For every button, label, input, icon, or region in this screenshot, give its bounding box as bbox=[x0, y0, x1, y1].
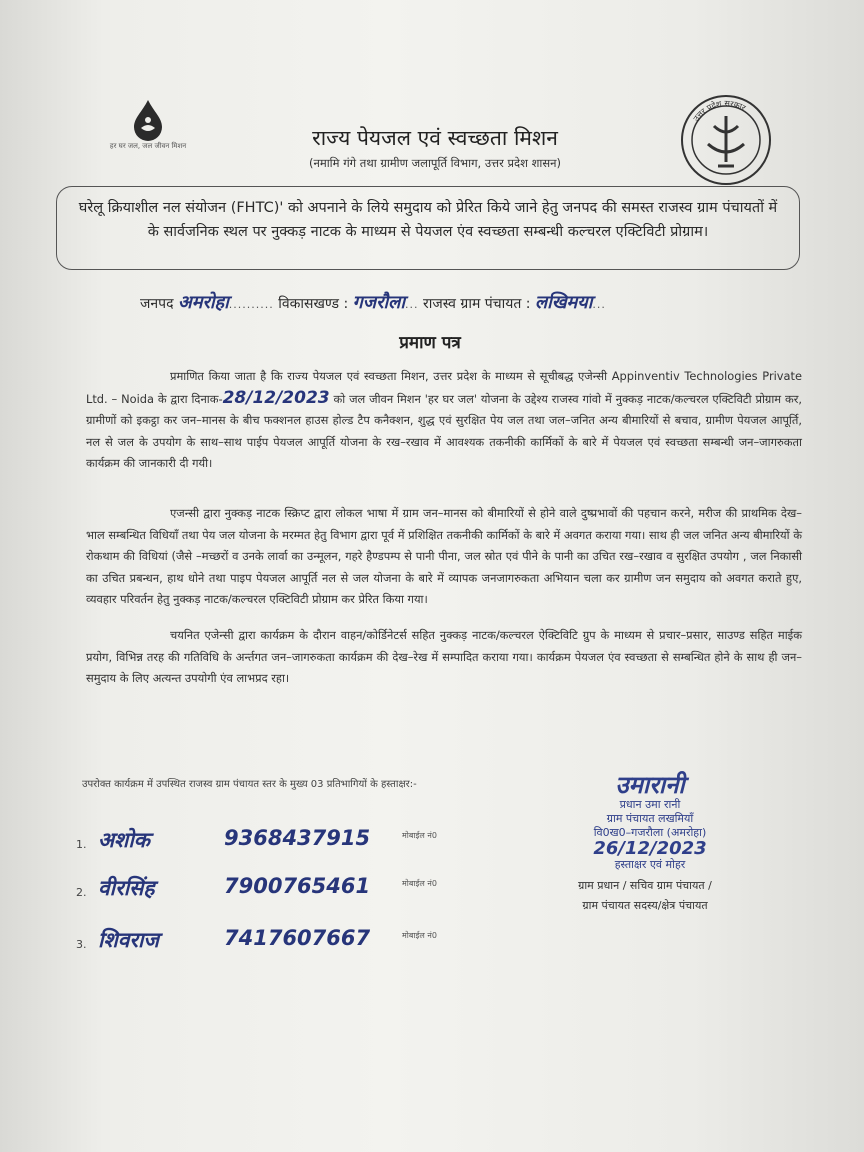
mobile-label: मोबाईल नं0 bbox=[402, 831, 437, 840]
up-government-seal-icon bbox=[678, 92, 774, 188]
subject-text: घरेलू क्रियाशील नल संयोजन (FHTC)' को अपनाने के लिये समुदाय को प्रेरित किये जाने हेतु जनपद की समस्त राजस्व ग्राम पंचायतों में के सार्वजनिक स्थल पर नुक्कड़ नाटक के माध्यम से पेयजल एंव स्वच्छता सम्बन्धी कल्चरल एक्टिविटी प्रोग्राम। bbox=[78, 200, 778, 240]
logo-tagline: हर घर जल, जल जीवन मिशन bbox=[109, 142, 187, 150]
pradhan-stamp bbox=[560, 772, 740, 872]
participant-name: अशोक bbox=[98, 828, 150, 852]
jal-jeevan-mission-logo bbox=[108, 98, 188, 151]
water-drop-icon bbox=[128, 98, 168, 142]
location-fields: जनपद अमरोहा.......... विकासखण्ड : गजरौला... राजस्व ग्राम पंचायत : लखिमया... bbox=[140, 292, 606, 313]
participant-row bbox=[76, 826, 516, 858]
participant-row bbox=[76, 926, 516, 958]
participant-name: वीरसिंह bbox=[98, 876, 155, 900]
participant-name: शिवराज bbox=[98, 928, 160, 952]
mobile-label: मोबाईल नं0 bbox=[402, 931, 437, 940]
signatory-line: ग्राम पंचायत सदस्य/क्षेत्र पंचायत bbox=[582, 899, 708, 912]
program-date: 28/12/2023 bbox=[222, 387, 330, 408]
signatory-line: ग्राम प्रधान / सचिव ग्राम पंचायत / bbox=[578, 879, 712, 892]
mobile-label: मोबाईल नं0 bbox=[402, 879, 437, 888]
seal-text: उत्तर प्रदेश सरकार bbox=[691, 98, 748, 123]
stamp-date: 26/12/2023 bbox=[593, 838, 707, 859]
stamp-line: प्रधान उमा रानी bbox=[619, 798, 681, 811]
block-value: गजरौला bbox=[352, 292, 406, 313]
para1-start: प्रमाणित किया जाता है कि राज्य पेयजल एवं स्वच्छता मिशन, उत्तर प्रदेश के माध्यम से सूचीबद्ध एजेन्सी Appinventiv Technologies Private Ltd. – Noida के द्वारा दिनाक- bbox=[86, 369, 802, 406]
participant-number: 2. bbox=[76, 886, 87, 899]
stamp-line: हस्ताक्षर एवं मोहर bbox=[614, 858, 686, 871]
certificate-paragraph-3 bbox=[86, 625, 802, 690]
panchayat-label: राजस्व ग्राम पंचायत : bbox=[423, 296, 531, 312]
page-title: राज्य पेयजल एवं स्वच्छता मिशन bbox=[312, 126, 558, 150]
certificate-paragraph-1 bbox=[86, 366, 802, 475]
certificate-paragraph-2 bbox=[86, 503, 802, 611]
pradhan-signature: उमारानी bbox=[615, 771, 685, 799]
participant-phone: 7900765461 bbox=[224, 874, 371, 898]
stamp-line: ग्राम पंचायत लखमियाँ bbox=[606, 812, 694, 825]
para1-end: को जल जीवन मिशन 'हर घर जल' योजना के उद्देश्य राजस्व गांवो में नुक्कड़ नाटक/कल्चरल एक्टिविटी प्रोग्राम कर, ग्रामीणों को इकट्ठा कर जन–मानस के बीच फक्शनल हाउस होल्ड टैप कनैक्शन, शुद्ध एवं सुरक्षित पेय जल तथा जल–जनित अन्य बीमारियों से बचाव, ग्रामीण पेयजल आपूर्ति, नल से जल के उपयोग के साथ–साथ पाईप पेयजल आपूर्ति योजना के रख–रखाव में आवश्यक तकनीकी कार्मिकों के बारे में पेयजल एवं स्वच्छता सम्बन्धी जन–जागरुकता कार्यक्रम की जानकारी दी गयी। bbox=[86, 391, 802, 470]
panchayat-value: लखिमया bbox=[534, 292, 593, 313]
signatory-caption bbox=[540, 876, 750, 916]
block-label: विकासखण्ड : bbox=[278, 296, 349, 312]
para2-text: एजन्सी द्वारा नुक्कड़ नाटक स्क्रिप्ट द्वारा लोकल भाषा में ग्राम जन–मानस को बीमारियों से होने वाले दुष्प्रभावों की पहचान करने, मरीज की प्राथमिक देख–भाल सम्बन्धित विधियाँ तथा पेय जल योजना के मरम्मत हेतु विभाग द्वारा पूर्व में प्रशिक्षित तकनीकी कार्मिकों के बारे में अवगत कराया गया। साथ ही जल जनित अन्य बीमारियों के रोकथाम की विधियां (जैसे –मच्छरों व उनके लार्वा का उन्मूलन, गहरे हैण्डपम्प से पानी पीना, जल स्रोत एवं पीने के पानी का उचित रख–रखाव व सुरक्षित उपयोग , जल निकासी का उचित प्रबन्धन, हाथ धोने तथा पाइप पेयजल आपूर्ति नल से जल योजना के बारे में व्यापक जनजागरुकता अभियान चला कर ग्रामीण जन समुदाय को अवगत कराते हुए, व्यवहार परिवर्तन हेतु नुक्कड़ नाटक/कल्चरल एक्टिविटी प्रोग्राम कर प्रेरित किया गया। bbox=[86, 506, 802, 606]
svg-text:उत्तर प्रदेश सरकार bbox=[692, 99, 748, 123]
certificate-title: प्रमाण पत्र bbox=[399, 333, 461, 353]
participant-phone: 9368437915 bbox=[224, 826, 371, 850]
participants-label: उपरोक्त कार्यक्रम में उपस्थित राजस्व ग्राम पंचायत स्तर के मुख्य 03 प्रतिभागियों के हस्ताक्षर:- bbox=[82, 779, 417, 790]
district-label: जनपद bbox=[140, 296, 174, 312]
participant-number: 3. bbox=[76, 938, 87, 951]
district-value: अमरोहा bbox=[178, 292, 229, 313]
stamp-line: वि0ख0–गजरौला (अमरोहा) bbox=[593, 826, 707, 839]
participant-row bbox=[76, 874, 516, 906]
participant-phone: 7417607667 bbox=[224, 926, 371, 950]
participant-number: 1. bbox=[76, 838, 87, 851]
page-subtitle: (नमामि गंगे तथा ग्रामीण जलापूर्ति विभाग, उत्तर प्रदेश शासन) bbox=[308, 156, 562, 170]
para3-text: चयनित एजेन्सी द्वारा कार्यक्रम के दौरान वाहन/कोर्डिनेटर्स सहित नुक्कड़ नाटक/कल्चरल ऐक्टिविटि ग्रुप के माध्यम से प्रचार–प्रसार, साउण्ड सहित माईक प्रयोग, विभिन्न तरह की गतिविधि के अर्न्तगत जन–जागरुकता कार्यक्रम की देख–रेख में सम्पादित कराया गया। कार्यक्रम पेयजल एंव स्वच्छता से सम्बन्धित होने के साथ ही जन–समुदाय के लिए अत्यन्त उपयोगी एंव लाभप्रद रहा। bbox=[86, 628, 802, 685]
